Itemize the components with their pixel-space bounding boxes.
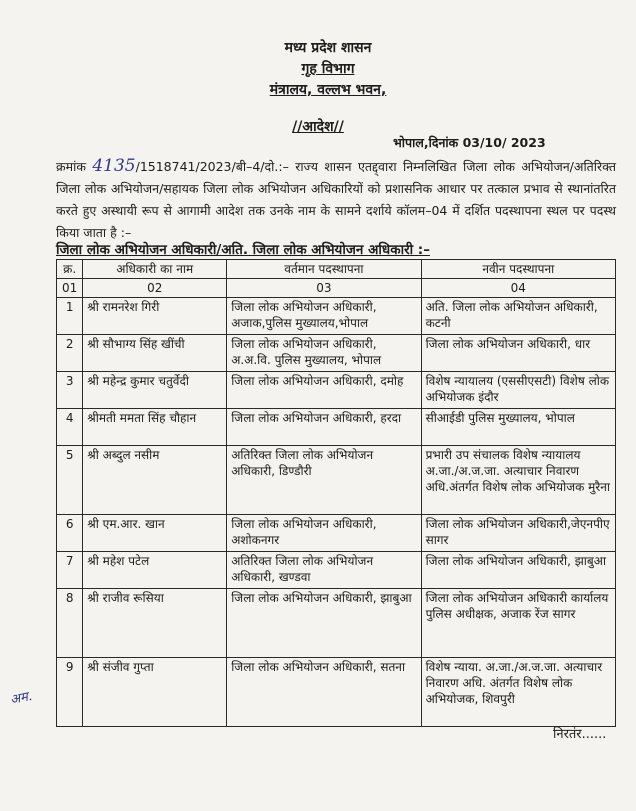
- table-row: [57, 298, 616, 335]
- row-sno: 4: [57, 409, 83, 446]
- row-sno: 6: [57, 515, 83, 552]
- current-posting: जिला लोक अभियोजन अधिकारी, अशोकनगर: [227, 515, 421, 552]
- col-header-name: अधिकारी का नाम: [83, 260, 227, 279]
- row-sno: 3: [57, 372, 83, 409]
- column-number-row: [57, 279, 616, 298]
- new-posting: अति. जिला लोक अभियोजन अधिकारी, कटनी: [421, 298, 615, 335]
- intro-paragraph: [56, 155, 616, 244]
- table-row: [57, 658, 616, 727]
- new-posting: प्रभारी उप संचालक विशेष न्यायालय अ.जा./अ.ज.जा. अत्याचार निवारण अधि.अंतर्गत विशेष लोक अभियोजक मुरैना: [421, 446, 615, 515]
- current-posting: अतिरिक्त जिला लोक अभियोजन अधिकारी, डिण्डौरी: [227, 446, 421, 515]
- new-posting: विशेष न्यायालय (एससीएसटी) विशेष लोक अभियोजक इंदौर: [421, 372, 615, 409]
- officer-name: श्री राजीव रूसिया: [83, 589, 227, 658]
- table-row: [57, 446, 616, 515]
- new-posting: विशेष न्याया. अ.जा./अ.ज.जा. अत्याचार निवारण अधि. अंतर्गत विशेष लोक अभियोजक, शिवपुरी: [421, 658, 615, 727]
- new-posting: जिला लोक अभियोजन अधिकारी कार्यालय पुलिस अधीक्षक, अजाक रेंज सागर: [421, 589, 615, 658]
- table-subheading: जिला लोक अभियोजन अधिकारी/अति. जिला लोक अभियोजन अधिकारी :–: [56, 242, 430, 258]
- col-number: 01: [57, 279, 83, 298]
- new-posting: सीआईडी पुलिस मुख्यालय, भोपाल: [421, 409, 615, 446]
- initials-signature: अम.: [8, 688, 34, 709]
- col-number: 03: [227, 279, 421, 298]
- current-posting: जिला लोक अभियोजन अधिकारी, अजाक,पुलिस मुख्यालय,भोपाल: [227, 298, 421, 335]
- current-posting: अतिरिक्त जिला लोक अभियोजन अधिकारी, खण्डवा: [227, 552, 421, 589]
- new-posting: जिला लोक अभियोजन अधिकारी,जेएनपीए सागर: [421, 515, 615, 552]
- officer-name: श्री संजीव गुप्ता: [83, 658, 227, 727]
- table-row: [57, 409, 616, 446]
- date-line: भोपाल,दिनांक 03/10/ 2023: [393, 135, 546, 150]
- col-header-new-posting: नवीन पदस्थापना: [421, 260, 615, 279]
- table-row: [57, 515, 616, 552]
- officer-name: श्री महेश पटेल: [83, 552, 227, 589]
- current-posting: जिला लोक अभियोजन अधिकारी, सतना: [227, 658, 421, 727]
- header-row: [57, 260, 616, 279]
- current-posting: जिला लोक अभियोजन अधिकारी, झाबुआ: [227, 589, 421, 658]
- officer-name: श्री महेन्द्र कुमार चतुर्वेदी: [83, 372, 227, 409]
- department-name: गृह विभाग: [301, 61, 355, 77]
- table-row: [57, 335, 616, 372]
- current-posting: जिला लोक अभियोजन अधिकारी, दमोह: [227, 372, 421, 409]
- table-row: [57, 589, 616, 658]
- row-sno: 7: [57, 552, 83, 589]
- current-posting: जिला लोक अभियोजन अधिकारी, हरदा: [227, 409, 421, 446]
- row-sno: 8: [57, 589, 83, 658]
- row-sno: 2: [57, 335, 83, 372]
- col-header-current-posting: वर्तमान पदस्थापना: [227, 260, 421, 279]
- new-posting: जिला लोक अभियोजन अधिकारी, झाबुआ: [421, 552, 615, 589]
- col-number: 02: [83, 279, 227, 298]
- row-sno: 5: [57, 446, 83, 515]
- row-sno: 1: [57, 298, 83, 335]
- row-sno: 9: [57, 658, 83, 727]
- new-posting: जिला लोक अभियोजन अधिकारी, धार: [421, 335, 615, 372]
- table-row: [57, 372, 616, 409]
- officer-name: श्रीमती ममता सिंह चौहान: [83, 409, 227, 446]
- officer-name: श्री अब्दुल नसीम: [83, 446, 227, 515]
- col-number: 04: [421, 279, 615, 298]
- continued-note: निरतंर......: [553, 727, 607, 742]
- transfer-table: [56, 259, 616, 727]
- officer-name: श्री एम.आर. खान: [83, 515, 227, 552]
- handwritten-number: 4135: [92, 156, 136, 176]
- order-title: //आदेश//: [292, 119, 344, 135]
- govt-name: मध्य प्रदेश शासन: [284, 40, 372, 56]
- current-posting: जिला लोक अभियोजन अधिकारी, अ.अ.वि. पुलिस मुख्यालय, भोपाल: [227, 335, 421, 372]
- intro-text: /1518741/2023/बी–4/दो.:– राज्य शासन एतद्द्वारा निम्नलिखित जिला लोक अभियोजन/अतिरिक्त जिला लोक अभियोजन/सहायक जिला लोक अभियोजन अधिकारियों को प्रशासनिक आधार पर तत्काल प्रभाव से स्थानांतरित करते हुए अस्थायी रूप से आगामी आदेश तक उनके नाम के सामने दर्शाये कॉलम–04 में दर्शित पदस्थापना स्थल पर पदस्थ किया जाता है :–: [56, 159, 616, 240]
- officer-name: श्री सौभाग्य सिंह खींची: [83, 335, 227, 372]
- officer-name: श्री रामनरेश गिरी: [83, 298, 227, 335]
- reference-prefix: क्रमांक: [56, 159, 86, 174]
- table-row: [57, 552, 616, 589]
- office-address: मंत्रालय, वल्लभ भवन,: [269, 82, 387, 98]
- col-header-sno: क्र.: [57, 260, 83, 279]
